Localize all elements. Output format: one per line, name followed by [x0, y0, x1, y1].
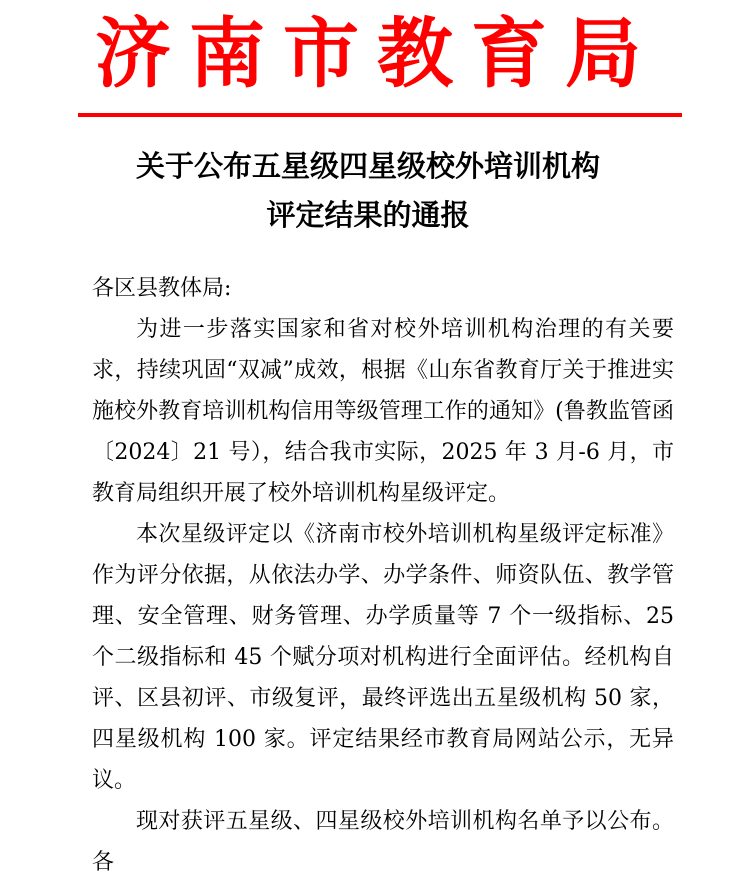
- paragraph-2: 本次星级评定以《济南市校外培训机构星级评定标准》作为评分依据，从依法办学、办学条件、师资队伍、教学管理、安全管理、财务管理、办学质量等 7 个一级指标、25 个二级指标和 45 个赋分项对机构进行全面评估。经机构自评、区县初评、市级复评，最终评选出五星级机构 50 家，四星级机构 100 家。评定结果经市教育局网站公示，无异议。: [92, 522, 674, 793]
- agency-letterhead: 济南市教育局: [95, 9, 659, 98]
- document-title: [0, 142, 736, 240]
- paragraph-3: 现对获评五星级、四星级校外培训机构名单予以公布。各: [92, 809, 674, 875]
- document-title-line2: 评定结果的通报: [266, 198, 470, 232]
- document-body: [92, 268, 674, 883]
- document-title-line1: 关于公布五星级四星级校外培训机构: [135, 149, 600, 183]
- salutation: 各区县教体局:: [92, 276, 232, 301]
- paragraph-1: 为进一步落实国家和省对校外培训机构治理的有关要求，持续巩固“双减”成效，根据《山东省教育厅关于推进实施校外教育培训机构信用等级管理工作的通知》(鲁教监管函〔2024〕21 号），结合我市实际，2025 年 3 月-6 月，市教育局组织开展了校外培训机构星级评定。: [92, 317, 674, 506]
- letterhead-divider-line: [78, 113, 682, 117]
